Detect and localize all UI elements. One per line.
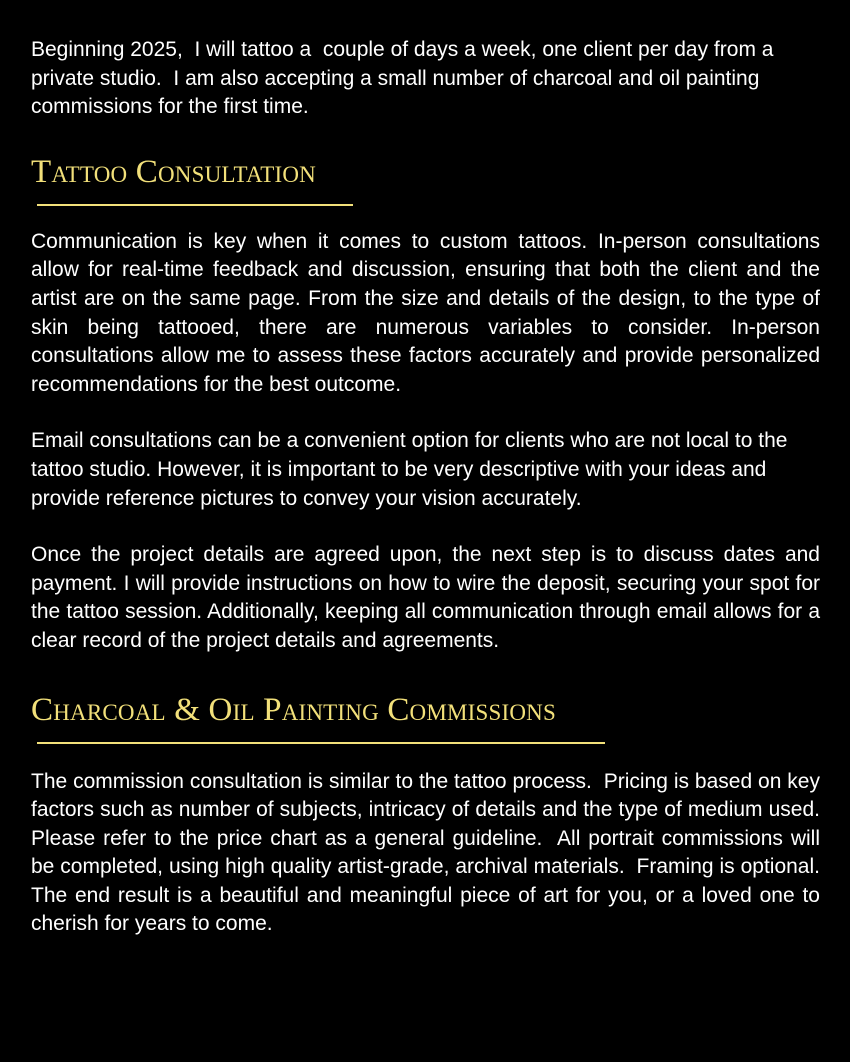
- dates-payment-paragraph: Once the project details are agreed upon, the next step is to discuss dates and payment. I will provide instructions on how to wire the deposit, securing your spot for the tattoo session. Additionally, keeping all communication through email allows for a clear record of the project details and agreements.: [31, 543, 820, 652]
- tattoo-consultation-heading: Tattoo Consultation: [31, 153, 316, 190]
- intro-paragraph: Beginning 2025, I will tattoo a couple of days a week, one client per day from a private studio. I am also accepting a small number of charcoal and oil painting commissions for the first time.: [31, 38, 780, 119]
- tattoo-consultation-underline: [37, 204, 353, 206]
- page-content: [31, 36, 832, 939]
- email-consultation-paragraph: Email consultations can be a convenient option for clients who are not local to the tattoo studio. However, it is important to be very descriptive with your ideas and provide reference pictures to convey your vision accurately.: [31, 429, 788, 510]
- commissions-heading: Charcoal & Oil Painting Commissions: [31, 691, 556, 728]
- tattoo-consultation-heading-block: [31, 152, 353, 206]
- commissions-underline: [37, 742, 605, 744]
- commission-consultation-paragraph: The commission consultation is similar to the tattoo process. Pricing is based on key factors such as number of subjects, intricacy of details and the type of medium used. Please refer to the price chart as a general guideline. All portrait commissions will be completed, using high quality artist-grade, archival materials. Framing is optional. The end result is a beautiful and meaningful piece of art for you, or a loved one to cherish for years to come.: [31, 769, 832, 936]
- commissions-heading-block: [31, 690, 605, 744]
- in-person-consultation-paragraph: Communication is key when it comes to custom tattoos. In-person consultations allow for real-time feedback and discussion, ensuring that both the client and the artist are on the same page. From the size and details of the design, to the type of skin being tattooed, there are numerous variables to consider. In-person consultations allow me to assess these factors accurately and provide personalized recommendations for the best outcome.: [31, 229, 820, 396]
